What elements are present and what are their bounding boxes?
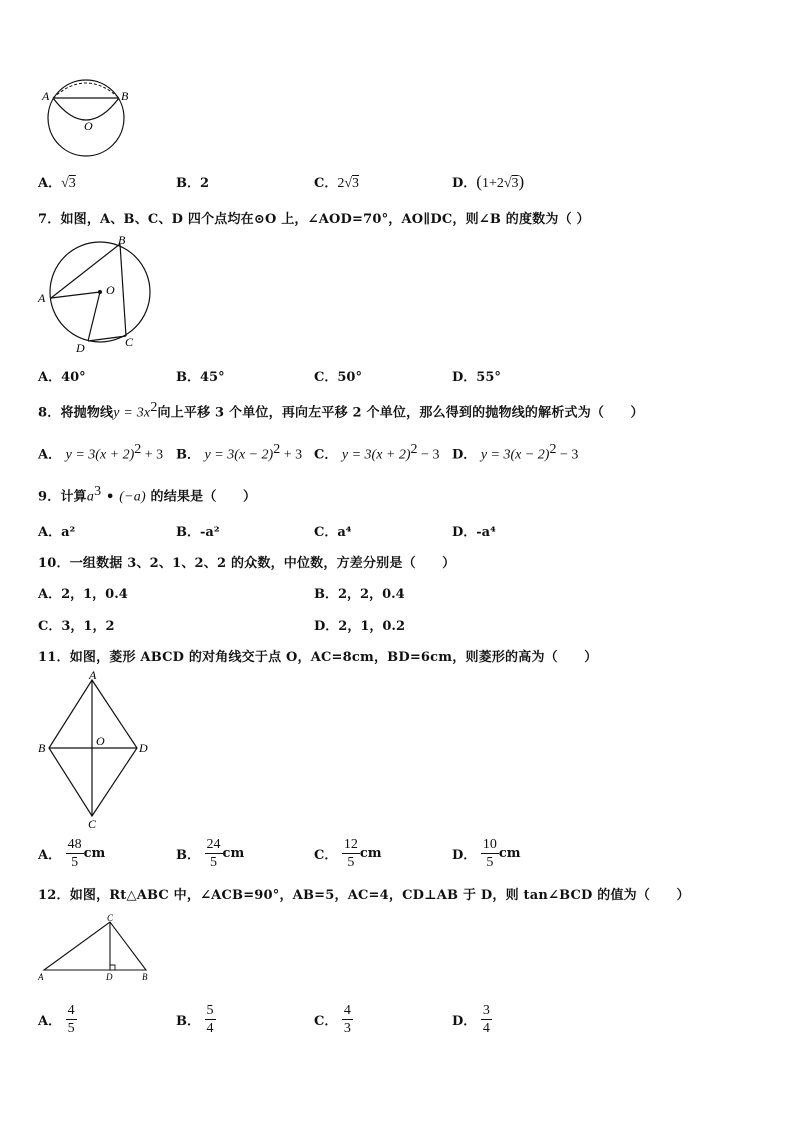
- q7-label-d: D: [76, 341, 85, 355]
- q6-dashed-arc: [53, 83, 119, 98]
- q6-option-b[interactable]: B．2: [176, 176, 210, 191]
- q6-label-a: A: [42, 89, 50, 103]
- q6-circle-figure: [36, 80, 136, 160]
- q7-option-b[interactable]: B．45°: [176, 370, 225, 385]
- q12-option-d[interactable]: D． $\frac{3}{4}$: [452, 1003, 490, 1036]
- q7-line-od: [88, 292, 100, 341]
- q7-center-dot: [98, 290, 102, 294]
- q7-question-text: 7．如图，A、B、C、D 四个点均在⊙O 上，∠AOD=70°，AO∥DC，则∠B 的度数为（ ）: [38, 212, 590, 227]
- q11-rhombus-figure: [36, 670, 156, 835]
- q7-label-a: A: [38, 291, 46, 305]
- q6-folded-arc: [53, 98, 119, 120]
- q7-label-o: O: [106, 283, 115, 297]
- q11-option-d[interactable]: D． $\frac{10}{5}$ cm: [452, 837, 521, 870]
- q10-option-b[interactable]: B．2，2，0.4: [314, 587, 405, 602]
- q8-option-d[interactable]: D． $y = 3(x - 2)^2 - 3$: [452, 442, 579, 463]
- q11-option-c[interactable]: C． $\frac{12}{5}$ cm: [314, 837, 382, 870]
- q6-label-b: B: [121, 89, 129, 103]
- q7-label-c: C: [125, 335, 134, 349]
- q7-circle-figure: [36, 232, 156, 355]
- q8-option-c[interactable]: C． $y = 3(x + 2)^2 - 3$: [314, 442, 440, 463]
- q6-option-a[interactable]: A．√3: [38, 176, 76, 191]
- q12-label-a: A: [38, 972, 44, 982]
- q9-question-text: 9．计算$a^3$ • (−a) 的结果是（ ）: [38, 484, 257, 505]
- q11-label-d: D: [139, 741, 148, 755]
- q8-option-a[interactable]: A． $y = 3(x + 2)^2 + 3$: [38, 442, 164, 463]
- q7-line-dc: [88, 336, 126, 341]
- q7-label-b: B: [118, 233, 126, 247]
- q10-option-c[interactable]: C．3，1，2: [38, 619, 115, 634]
- q8-question-text: 8．将抛物线$y = 3x^2$向上平移 3 个单位，再向左平移 2 个单位，那么得到的抛物线的解析式为（ ）: [38, 400, 644, 421]
- q12-label-d: D: [106, 972, 113, 982]
- q12-right-angle-mark: [110, 965, 115, 970]
- q9-option-d[interactable]: D．-a⁴: [452, 525, 496, 540]
- q10-question-text: 10．一组数据 3、2、1、2、2 的众数，中位数，方差分别是（ ）: [38, 556, 456, 571]
- q12-label-b: B: [142, 972, 148, 982]
- q6-label-o: O: [84, 119, 93, 133]
- q7-option-a[interactable]: A．40°: [38, 370, 86, 385]
- q9-option-b[interactable]: B．-a²: [176, 525, 220, 540]
- q7-line-bc: [120, 244, 126, 336]
- q11-label-c: C: [88, 817, 97, 831]
- q9-option-c[interactable]: C．a⁴: [314, 525, 352, 540]
- q10-option-a[interactable]: A．2，1，0.4: [38, 587, 128, 602]
- q11-label-a: A: [89, 668, 97, 682]
- q6-option-d[interactable]: D．(1+2√3): [452, 172, 525, 191]
- q11-label-o: O: [96, 734, 105, 748]
- q11-label-b: B: [38, 741, 46, 755]
- q12-triangle: [44, 922, 146, 970]
- q11-question-text: 11．如图，菱形 ABCD 的对角线交于点 O，AC=8cm，BD=6cm，则菱形的高为（ ）: [38, 650, 598, 665]
- q12-triangle-figure: [36, 912, 151, 984]
- q7-option-d[interactable]: D．55°: [452, 370, 501, 385]
- q6-option-c[interactable]: C．2√3: [314, 176, 360, 191]
- q12-question-text: 12．如图，Rt△ABC 中，∠ACB=90°，AB=5，AC=4，CD⊥AB 于 D，则 tan∠BCD 的值为（ ）: [38, 888, 690, 903]
- q12-option-a[interactable]: A． $\frac{4}{5}$: [38, 1003, 75, 1036]
- q11-option-a[interactable]: A． $\frac{48}{5}$ cm: [38, 837, 106, 870]
- q12-label-c: C: [107, 913, 114, 923]
- q12-option-c[interactable]: C． $\frac{4}{3}$: [314, 1003, 351, 1036]
- q7-option-c[interactable]: C．50°: [314, 370, 362, 385]
- q9-option-a[interactable]: A．a²: [38, 525, 76, 540]
- q11-option-b[interactable]: B． $\frac{24}{5}$ cm: [176, 837, 245, 870]
- q6-circle: [48, 80, 124, 156]
- q12-option-b[interactable]: B． $\frac{5}{4}$: [176, 1003, 214, 1036]
- q10-option-d[interactable]: D．2，1，0.2: [314, 619, 405, 634]
- q8-option-b[interactable]: B． $y = 3(x - 2)^2 + 3$: [176, 442, 303, 463]
